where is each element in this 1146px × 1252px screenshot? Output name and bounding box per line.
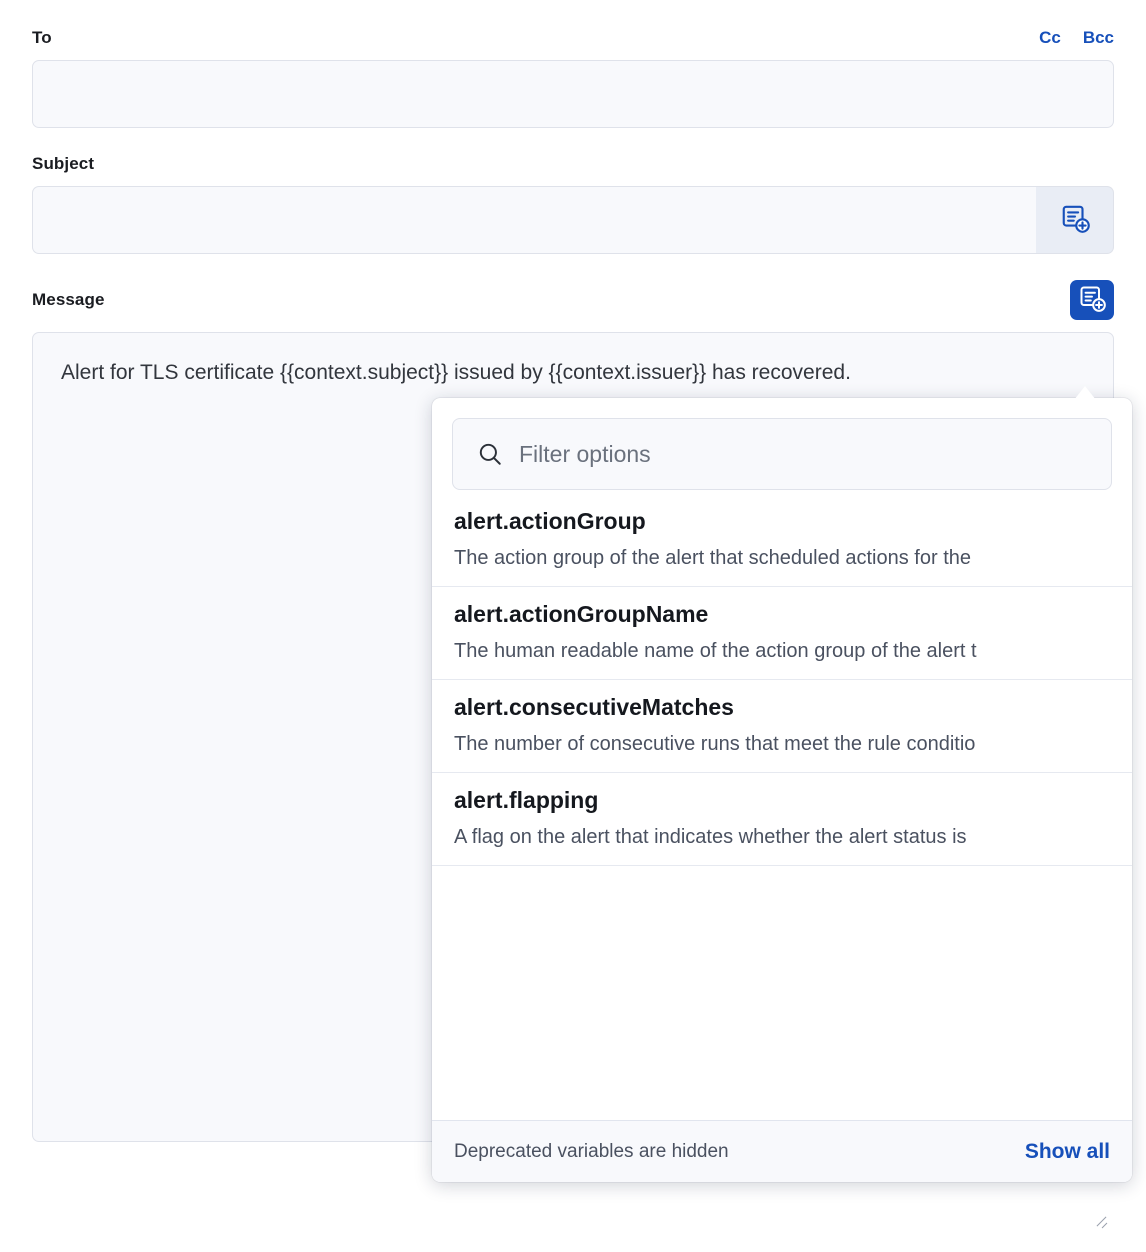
- variables-popover: [432, 398, 1132, 1182]
- option-name: alert.actionGroup: [454, 508, 646, 534]
- filter-options-input[interactable]: [452, 418, 1112, 490]
- cc-bcc-links: [1039, 28, 1114, 48]
- popover-footer: [432, 1120, 1132, 1182]
- list-item[interactable]: [432, 773, 1132, 866]
- add-variable-icon: [1078, 284, 1106, 317]
- deprecated-note: Deprecated variables are hidden: [454, 1140, 729, 1162]
- option-name: alert.consecutiveMatches: [454, 694, 734, 720]
- option-description: The number of consecutive runs that meet the rule conditio: [454, 733, 976, 755]
- list-item[interactable]: [432, 587, 1132, 680]
- subject-label: Subject: [32, 154, 95, 173]
- show-all-button[interactable]: Show all: [1024, 1139, 1110, 1163]
- bcc-button[interactable]: Bcc: [1082, 28, 1114, 47]
- message-textarea[interactable]: Alert for TLS certificate {{context.subject}} issued by {{context.issuer}} has recovered.: [32, 332, 1114, 1142]
- to-input[interactable]: [32, 60, 1114, 128]
- to-label: To: [32, 28, 52, 47]
- subject-add-variable-button[interactable]: [1036, 186, 1114, 254]
- option-description: A flag on the alert that indicates whether the alert status is: [454, 826, 967, 848]
- filter-placeholder: Filter options: [519, 440, 651, 467]
- to-field-header: [32, 28, 1114, 48]
- textarea-resize-handle[interactable]: [1094, 1212, 1108, 1226]
- subject-input[interactable]: [32, 186, 1036, 254]
- message-add-variable-button[interactable]: [1070, 280, 1114, 320]
- option-description: The human readable name of the action group of the alert t: [454, 640, 977, 662]
- message-field-header: [32, 280, 1114, 320]
- subject-field-header: [32, 154, 1114, 174]
- list-item[interactable]: [432, 680, 1132, 773]
- search-icon: [477, 441, 503, 467]
- subject-field: [32, 186, 1114, 254]
- add-variable-icon: [1060, 203, 1090, 238]
- option-name: alert.flapping: [454, 787, 599, 813]
- option-name: alert.actionGroupName: [454, 601, 709, 627]
- list-item[interactable]: [432, 504, 1132, 587]
- option-description: The action group of the alert that scheduled actions for the: [454, 547, 971, 569]
- variable-options-list: [432, 504, 1132, 1120]
- cc-button[interactable]: Cc: [1039, 28, 1061, 47]
- filter-wrapper: [432, 398, 1132, 504]
- message-label: Message: [32, 290, 105, 309]
